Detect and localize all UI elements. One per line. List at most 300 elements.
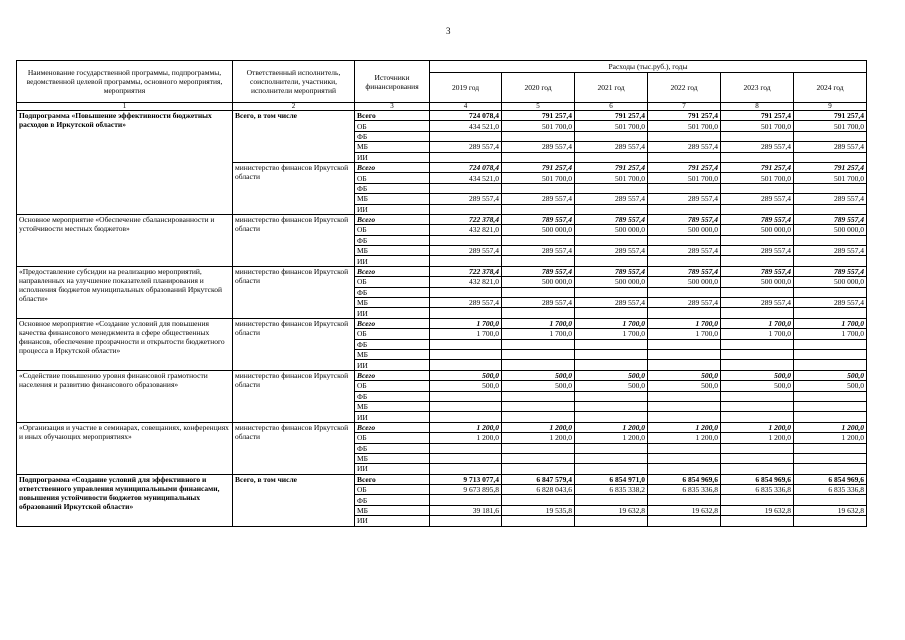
amount-cell: 289 557,4 — [575, 142, 648, 152]
amount-cell: 289 557,4 — [575, 298, 648, 308]
column-index: 4 — [430, 103, 502, 111]
funding-source: МБ — [355, 142, 430, 152]
amount-cell — [575, 152, 648, 162]
amount-cell — [575, 516, 648, 526]
amount-cell — [794, 308, 867, 318]
table-row — [17, 318, 867, 328]
amount-cell — [721, 360, 794, 370]
amount-cell: 1 200,0 — [502, 422, 575, 432]
funding-source: МБ — [355, 505, 430, 515]
header-year: 2024 год — [794, 73, 867, 103]
amount-cell: 500,0 — [648, 381, 721, 391]
program-name: «Организация и участие в семинарах, совещаниях, конференциях и иных обучающих мероприятиях» — [17, 422, 233, 474]
amount-cell — [430, 204, 502, 214]
amount-cell: 789 557,4 — [721, 214, 794, 224]
funding-source: ОБ — [355, 329, 430, 339]
amount-cell: 1 700,0 — [430, 329, 502, 339]
amount-cell — [430, 152, 502, 162]
amount-cell — [502, 391, 575, 401]
funding-source: МБ — [355, 194, 430, 204]
amount-cell — [648, 443, 721, 453]
amount-cell: 1 700,0 — [721, 329, 794, 339]
column-index: 7 — [648, 103, 721, 111]
amount-cell: 791 257,4 — [648, 111, 721, 121]
amount-cell: 289 557,4 — [502, 246, 575, 256]
amount-cell — [575, 235, 648, 245]
amount-cell: 289 557,4 — [794, 142, 867, 152]
amount-cell: 289 557,4 — [648, 298, 721, 308]
amount-cell — [430, 287, 502, 297]
amount-cell: 500,0 — [430, 370, 502, 380]
funding-source: ФБ — [355, 443, 430, 453]
amount-cell — [794, 256, 867, 266]
amount-cell: 500,0 — [430, 381, 502, 391]
amount-cell — [648, 235, 721, 245]
amount-cell: 500 000,0 — [794, 225, 867, 235]
amount-cell — [648, 204, 721, 214]
funding-source: ОБ — [355, 485, 430, 495]
amount-cell — [575, 339, 648, 349]
funding-source: ОБ — [355, 121, 430, 131]
amount-cell — [794, 412, 867, 422]
amount-cell — [430, 235, 502, 245]
amount-cell: 289 557,4 — [721, 298, 794, 308]
funding-source: ФБ — [355, 495, 430, 505]
header-executor: Ответственный исполнитель, соисполнители, участники, исполнители мероприятий — [233, 61, 355, 103]
amount-cell: 289 557,4 — [721, 194, 794, 204]
amount-cell — [430, 339, 502, 349]
amount-cell: 791 257,4 — [721, 111, 794, 121]
table-row — [17, 266, 867, 276]
amount-cell: 500,0 — [575, 370, 648, 380]
amount-cell: 1 200,0 — [430, 422, 502, 432]
amount-cell: 1 700,0 — [794, 329, 867, 339]
amount-cell — [575, 183, 648, 193]
amount-cell: 789 557,4 — [648, 266, 721, 276]
amount-cell — [502, 308, 575, 318]
amount-cell — [794, 287, 867, 297]
amount-cell: 6 854 969,6 — [721, 474, 794, 484]
amount-cell — [721, 495, 794, 505]
amount-cell: 289 557,4 — [794, 194, 867, 204]
table-row — [17, 111, 867, 121]
funding-source: ОБ — [355, 225, 430, 235]
funding-source: Всего — [355, 111, 430, 121]
amount-cell: 500,0 — [502, 381, 575, 391]
amount-cell: 1 200,0 — [721, 422, 794, 432]
amount-cell: 1 200,0 — [721, 433, 794, 443]
amount-cell: 789 557,4 — [575, 214, 648, 224]
program-name: Подпрограмма «Повышение эффективности бюджетных расходов в Иркутской области» — [17, 111, 233, 215]
header-year: 2021 год — [575, 73, 648, 103]
amount-cell: 434 521,0 — [430, 121, 502, 131]
amount-cell — [648, 287, 721, 297]
amount-cell: 9 713 077,4 — [430, 474, 502, 484]
amount-cell — [502, 152, 575, 162]
amount-cell: 1 200,0 — [794, 433, 867, 443]
executor: министерство финансов Иркутской области — [233, 214, 355, 266]
amount-cell — [721, 464, 794, 474]
amount-cell: 500,0 — [575, 381, 648, 391]
amount-cell: 789 557,4 — [794, 266, 867, 276]
amount-cell: 1 200,0 — [575, 422, 648, 432]
amount-cell: 501 700,0 — [575, 173, 648, 183]
amount-cell: 289 557,4 — [502, 298, 575, 308]
amount-cell: 789 557,4 — [648, 214, 721, 224]
amount-cell — [721, 235, 794, 245]
amount-cell: 1 700,0 — [502, 329, 575, 339]
amount-cell — [502, 464, 575, 474]
amount-cell — [430, 256, 502, 266]
amount-cell — [502, 339, 575, 349]
amount-cell: 500 000,0 — [794, 277, 867, 287]
amount-cell: 1 700,0 — [575, 329, 648, 339]
amount-cell — [502, 412, 575, 422]
amount-cell: 6 854 969,6 — [648, 474, 721, 484]
column-index: 8 — [721, 103, 794, 111]
header-year: 2022 год — [648, 73, 721, 103]
amount-cell — [794, 235, 867, 245]
amount-cell: 501 700,0 — [794, 173, 867, 183]
funding-source: Всего — [355, 474, 430, 484]
amount-cell: 289 557,4 — [430, 246, 502, 256]
executor: Всего, в том числе — [233, 111, 355, 163]
amount-cell: 289 557,4 — [575, 246, 648, 256]
amount-cell — [794, 516, 867, 526]
amount-cell: 1 700,0 — [794, 318, 867, 328]
amount-cell: 19 632,8 — [721, 505, 794, 515]
executor: министерство финансов Иркутской области — [233, 162, 355, 214]
amount-cell — [721, 412, 794, 422]
amount-cell — [502, 349, 575, 359]
amount-cell — [648, 152, 721, 162]
funding-source: Всего — [355, 214, 430, 224]
amount-cell: 500 000,0 — [648, 225, 721, 235]
amount-cell — [648, 256, 721, 266]
amount-cell: 500,0 — [721, 370, 794, 380]
column-index: 9 — [794, 103, 867, 111]
column-index: 2 — [233, 103, 355, 111]
amount-cell — [794, 391, 867, 401]
amount-cell — [794, 349, 867, 359]
funding-source: ФБ — [355, 391, 430, 401]
amount-cell: 432 821,0 — [430, 225, 502, 235]
column-index: 3 — [355, 103, 430, 111]
program-name: «Содействие повышению уровня финансовой грамотности населения и развитию финансового образования» — [17, 370, 233, 422]
amount-cell — [721, 516, 794, 526]
amount-cell — [648, 360, 721, 370]
funding-source: ФБ — [355, 339, 430, 349]
amount-cell: 432 821,0 — [430, 277, 502, 287]
amount-cell: 500 000,0 — [502, 225, 575, 235]
funding-source: ФБ — [355, 287, 430, 297]
amount-cell — [794, 360, 867, 370]
amount-cell — [721, 131, 794, 141]
funding-source: ОБ — [355, 277, 430, 287]
amount-cell: 1 700,0 — [648, 329, 721, 339]
amount-cell — [430, 453, 502, 463]
amount-cell — [430, 412, 502, 422]
amount-cell: 19 632,8 — [575, 505, 648, 515]
amount-cell: 500,0 — [721, 381, 794, 391]
funding-source: ИИ — [355, 464, 430, 474]
program-name: Подпрограмма «Создание условий для эффективного и ответственного управления муниципальными финансами, повышения устойчивости бюджетов муниципальных образований Иркутской области» — [17, 474, 233, 526]
amount-cell — [648, 339, 721, 349]
amount-cell — [794, 152, 867, 162]
funding-source: МБ — [355, 401, 430, 411]
amount-cell — [721, 443, 794, 453]
amount-cell: 6 835 336,8 — [721, 485, 794, 495]
amount-cell — [502, 183, 575, 193]
header-expenses: Расходы (тыс.руб.), годы — [430, 61, 867, 73]
amount-cell — [430, 443, 502, 453]
amount-cell: 289 557,4 — [794, 246, 867, 256]
amount-cell: 724 078,4 — [430, 111, 502, 121]
amount-cell — [648, 391, 721, 401]
column-index: 1 — [17, 103, 233, 111]
amount-cell — [794, 443, 867, 453]
amount-cell — [502, 516, 575, 526]
funding-source: ИИ — [355, 256, 430, 266]
amount-cell — [575, 453, 648, 463]
amount-cell — [430, 131, 502, 141]
amount-cell — [721, 183, 794, 193]
amount-cell — [648, 412, 721, 422]
amount-cell: 1 200,0 — [794, 422, 867, 432]
funding-source: Всего — [355, 318, 430, 328]
amount-cell: 500,0 — [502, 370, 575, 380]
amount-cell — [575, 443, 648, 453]
amount-cell — [575, 464, 648, 474]
amount-cell — [648, 183, 721, 193]
amount-cell: 500 000,0 — [721, 277, 794, 287]
funding-source: ИИ — [355, 152, 430, 162]
amount-cell: 1 200,0 — [502, 433, 575, 443]
amount-cell: 289 557,4 — [648, 142, 721, 152]
amount-cell — [430, 349, 502, 359]
amount-cell — [648, 131, 721, 141]
amount-cell: 500 000,0 — [648, 277, 721, 287]
amount-cell: 1 200,0 — [575, 433, 648, 443]
amount-cell — [575, 131, 648, 141]
amount-cell: 1 700,0 — [502, 318, 575, 328]
amount-cell: 501 700,0 — [721, 173, 794, 183]
funding-source: ОБ — [355, 381, 430, 391]
amount-cell: 289 557,4 — [648, 194, 721, 204]
amount-cell — [502, 443, 575, 453]
table-row — [17, 422, 867, 432]
amount-cell: 722 378,4 — [430, 214, 502, 224]
table-row — [17, 474, 867, 484]
amount-cell — [430, 308, 502, 318]
amount-cell: 791 257,4 — [502, 111, 575, 121]
funding-source: Всего — [355, 266, 430, 276]
amount-cell: 500,0 — [794, 381, 867, 391]
amount-cell — [430, 464, 502, 474]
funding-source: ИИ — [355, 360, 430, 370]
amount-cell: 501 700,0 — [648, 173, 721, 183]
program-name: «Предоставление субсидии на реализацию мероприятий, направленных на улучшение показателей планирования и исполнения бюджетов муниципальных образований Иркутской области» — [17, 266, 233, 318]
amount-cell: 1 700,0 — [648, 318, 721, 328]
amount-cell: 501 700,0 — [648, 121, 721, 131]
funding-source: ИИ — [355, 412, 430, 422]
header-program-name: Наименование государственной программы, подпрограммы, ведомственной целевой программы, основного мероприятия, мероприятия — [17, 61, 233, 103]
table-row — [17, 214, 867, 224]
amount-cell — [721, 308, 794, 318]
funding-source: ФБ — [355, 131, 430, 141]
amount-cell: 6 854 969,6 — [794, 474, 867, 484]
page-number: 3 — [446, 26, 451, 36]
amount-cell — [575, 349, 648, 359]
amount-cell — [648, 516, 721, 526]
header-year: 2019 год — [430, 73, 502, 103]
amount-cell — [721, 349, 794, 359]
amount-cell: 6 835 336,8 — [648, 485, 721, 495]
amount-cell: 6 835 338,2 — [575, 485, 648, 495]
amount-cell: 6 835 336,8 — [794, 485, 867, 495]
amount-cell — [794, 453, 867, 463]
amount-cell: 289 557,4 — [721, 246, 794, 256]
amount-cell: 500,0 — [648, 370, 721, 380]
amount-cell: 289 557,4 — [430, 142, 502, 152]
amount-cell: 501 700,0 — [794, 121, 867, 131]
amount-cell: 789 557,4 — [794, 214, 867, 224]
amount-cell — [502, 495, 575, 505]
amount-cell — [430, 495, 502, 505]
amount-cell: 722 378,4 — [430, 266, 502, 276]
funding-source: ИИ — [355, 308, 430, 318]
executor: министерство финансов Иркутской области — [233, 422, 355, 474]
amount-cell: 1 200,0 — [648, 433, 721, 443]
amount-cell: 1 700,0 — [575, 318, 648, 328]
table-row — [17, 370, 867, 380]
program-name: Основное мероприятие «Обеспечение сбалансированности и устойчивости местных бюджетов» — [17, 214, 233, 266]
amount-cell — [575, 495, 648, 505]
amount-cell: 791 257,4 — [794, 111, 867, 121]
amount-cell — [721, 401, 794, 411]
funding-source: МБ — [355, 298, 430, 308]
amount-cell — [721, 339, 794, 349]
amount-cell — [721, 152, 794, 162]
amount-cell: 501 700,0 — [721, 121, 794, 131]
amount-cell — [794, 339, 867, 349]
executor: министерство финансов Иркутской области — [233, 266, 355, 318]
amount-cell — [502, 287, 575, 297]
amount-cell: 289 557,4 — [430, 298, 502, 308]
amount-cell: 289 557,4 — [721, 142, 794, 152]
funding-source: МБ — [355, 349, 430, 359]
amount-cell — [794, 401, 867, 411]
amount-cell — [502, 131, 575, 141]
amount-cell: 500,0 — [794, 370, 867, 380]
amount-cell: 501 700,0 — [502, 173, 575, 183]
amount-cell: 791 257,4 — [794, 162, 867, 172]
amount-cell — [430, 401, 502, 411]
amount-cell: 1 700,0 — [721, 318, 794, 328]
amount-cell: 500 000,0 — [575, 277, 648, 287]
funding-source: ОБ — [355, 173, 430, 183]
amount-cell: 289 557,4 — [648, 246, 721, 256]
amount-cell: 1 700,0 — [430, 318, 502, 328]
executor: министерство финансов Иркутской области — [233, 318, 355, 370]
amount-cell: 724 078,4 — [430, 162, 502, 172]
amount-cell: 289 557,4 — [502, 142, 575, 152]
amount-cell: 500 000,0 — [721, 225, 794, 235]
header-year: 2020 год — [502, 73, 575, 103]
amount-cell: 791 257,4 — [575, 111, 648, 121]
amount-cell — [575, 412, 648, 422]
header-funding-source: Источники финансирования — [355, 61, 430, 103]
amount-cell — [794, 464, 867, 474]
amount-cell: 791 257,4 — [575, 162, 648, 172]
amount-cell: 39 181,6 — [430, 505, 502, 515]
amount-cell: 6 828 043,6 — [502, 485, 575, 495]
amount-cell — [794, 131, 867, 141]
amount-cell: 19 632,8 — [794, 505, 867, 515]
funding-source: ИИ — [355, 516, 430, 526]
amount-cell — [502, 360, 575, 370]
amount-cell — [575, 401, 648, 411]
amount-cell: 19 535,8 — [502, 505, 575, 515]
amount-cell: 789 557,4 — [502, 266, 575, 276]
expenses-table — [16, 60, 867, 527]
amount-cell — [502, 204, 575, 214]
amount-cell: 500 000,0 — [575, 225, 648, 235]
amount-cell: 791 257,4 — [721, 162, 794, 172]
amount-cell — [648, 495, 721, 505]
amount-cell — [502, 235, 575, 245]
amount-cell — [502, 453, 575, 463]
amount-cell: 9 673 895,8 — [430, 485, 502, 495]
amount-cell: 19 632,8 — [648, 505, 721, 515]
amount-cell: 791 257,4 — [648, 162, 721, 172]
funding-source: Всего — [355, 370, 430, 380]
amount-cell: 289 557,4 — [575, 194, 648, 204]
amount-cell: 791 257,4 — [502, 162, 575, 172]
amount-cell: 501 700,0 — [502, 121, 575, 131]
header-year: 2023 год — [721, 73, 794, 103]
amount-cell — [575, 204, 648, 214]
funding-source: Всего — [355, 422, 430, 432]
column-index: 6 — [575, 103, 648, 111]
amount-cell — [648, 349, 721, 359]
amount-cell — [575, 287, 648, 297]
amount-cell: 500 000,0 — [502, 277, 575, 287]
amount-cell: 789 557,4 — [502, 214, 575, 224]
funding-source: МБ — [355, 453, 430, 463]
program-name: Основное мероприятие «Создание условий для повышения качества финансового менеджмента в сфере общественных финансов, обеспечение прозрачности и открытости бюджетного процесса в Иркутской области» — [17, 318, 233, 370]
amount-cell — [794, 204, 867, 214]
amount-cell — [575, 391, 648, 401]
funding-source: МБ — [355, 246, 430, 256]
amount-cell: 501 700,0 — [575, 121, 648, 131]
amount-cell — [430, 183, 502, 193]
amount-cell — [721, 391, 794, 401]
amount-cell — [721, 287, 794, 297]
amount-cell — [502, 401, 575, 411]
amount-cell — [648, 464, 721, 474]
amount-cell — [794, 183, 867, 193]
amount-cell — [648, 401, 721, 411]
amount-cell: 289 557,4 — [430, 194, 502, 204]
amount-cell: 289 557,4 — [794, 298, 867, 308]
funding-source: ФБ — [355, 183, 430, 193]
amount-cell — [502, 256, 575, 266]
amount-cell: 289 557,4 — [502, 194, 575, 204]
funding-source: ФБ — [355, 235, 430, 245]
amount-cell: 1 200,0 — [430, 433, 502, 443]
amount-cell — [575, 360, 648, 370]
